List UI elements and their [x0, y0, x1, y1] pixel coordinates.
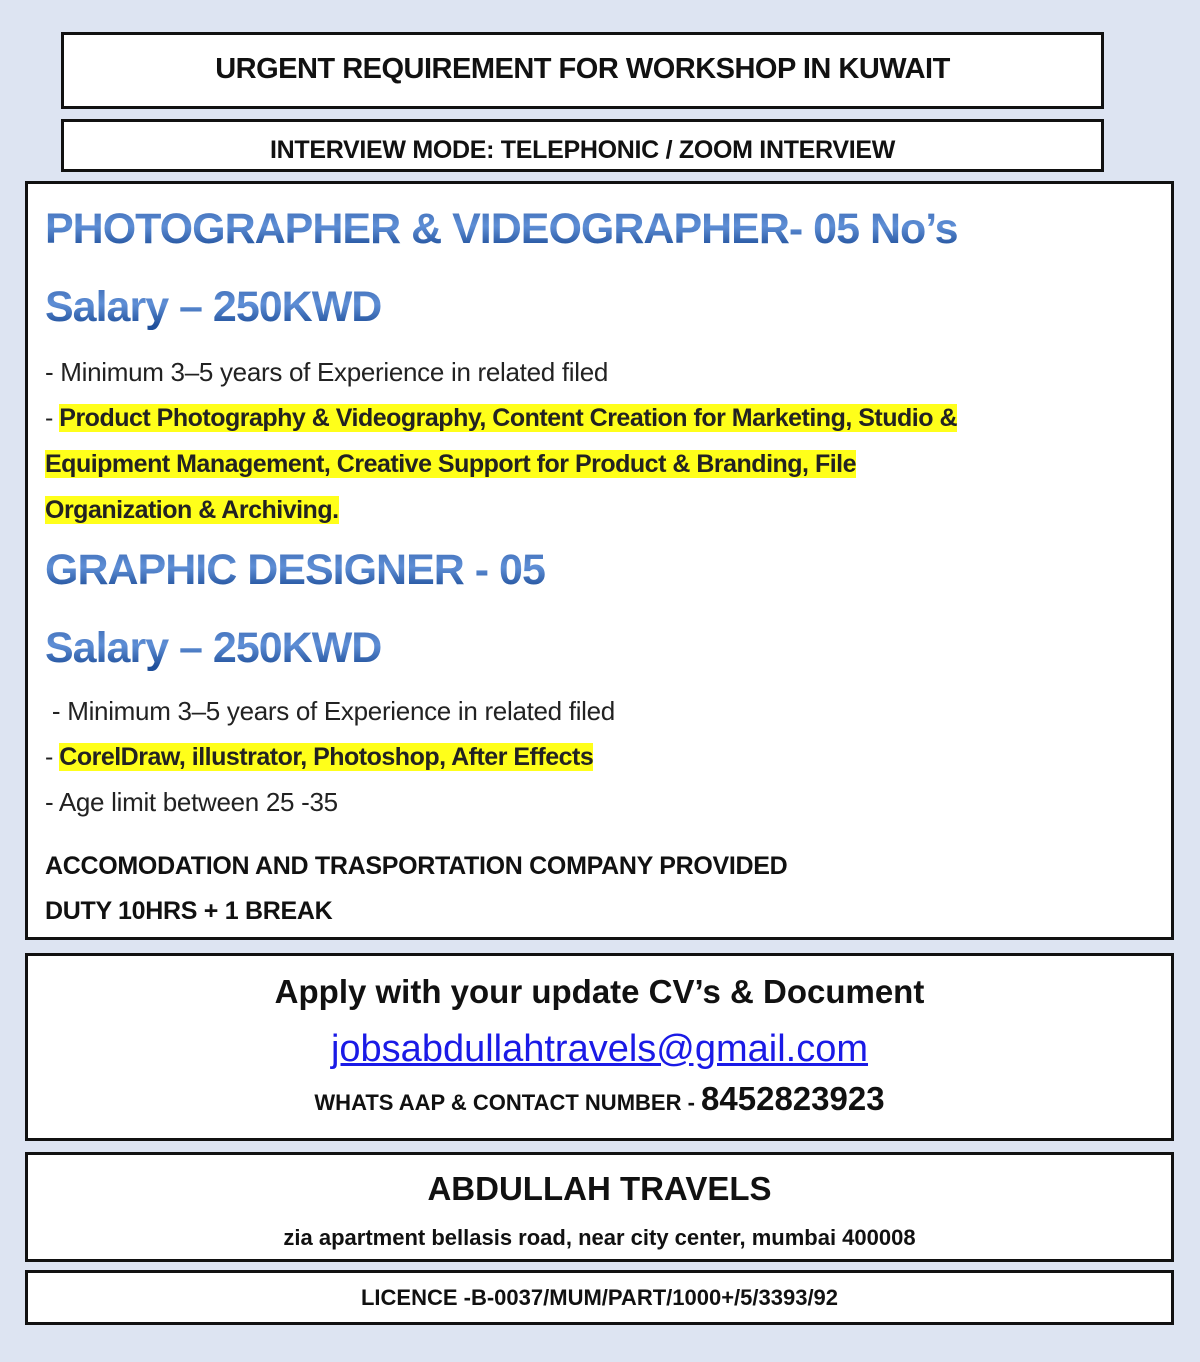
apply-box — [25, 953, 1174, 1141]
experience-designer: - Minimum 3–5 years of Experience in related filed — [45, 696, 615, 726]
salary-designer: Salary – 250KWD — [45, 617, 381, 679]
company-box — [25, 1152, 1174, 1262]
interview-mode: INTERVIEW MODE: TELEPHONIC / ZOOM INTERVIEW — [269, 136, 896, 164]
age-limit: - Age limit between 25 -35 — [45, 787, 338, 817]
company-address: zia apartment bellasis road, near city center, mumbai 400008 — [283, 1225, 916, 1250]
title-box — [61, 32, 1104, 109]
skills-photographer: - Product Photography & Videography, Content Creation for Marketing, Studio & Equipment Management, Creative Support for Product & Branding, File Organization & Archiving. — [45, 404, 957, 524]
licence-number: LICENCE -B-0037/MUM/PART/1000+/5/3393/92 — [360, 1285, 839, 1310]
benefit-duty: DUTY 10HRS + 1 BREAK — [45, 897, 333, 925]
licence-box — [25, 1270, 1174, 1325]
benefit-accommodation: ACCOMODATION AND TRASPORTATION COMPANY PROVIDED — [45, 852, 788, 880]
apply-text: Apply with your update CV’s & Document — [274, 973, 925, 1010]
salary-photographer: Salary – 250KWD — [45, 276, 381, 338]
jobs-box — [25, 181, 1174, 940]
experience-photographer: - Minimum 3–5 years of Experience in related filed — [45, 357, 609, 387]
job-title-photographer: PHOTOGRAPHER & VIDEOGRAPHER- 05 No’s — [45, 198, 958, 260]
job-title-designer: GRAPHIC DESIGNER - 05 — [45, 539, 545, 601]
contact-number: 8452823923 — [701, 1080, 885, 1117]
company-name: ABDULLAH TRAVELS — [427, 1170, 772, 1207]
poster-title: URGENT REQUIREMENT FOR WORKSHOP IN KUWAIT — [215, 53, 950, 85]
email-link[interactable]: jobsabdullahtravels@gmail.com — [330, 1028, 869, 1070]
skills-designer: - CorelDraw, illustrator, Photoshop, After Effects — [45, 743, 594, 771]
contact-line: WHATS AAP & CONTACT NUMBER - 8452823923 — [314, 1080, 885, 1117]
interview-mode-box — [61, 119, 1104, 172]
